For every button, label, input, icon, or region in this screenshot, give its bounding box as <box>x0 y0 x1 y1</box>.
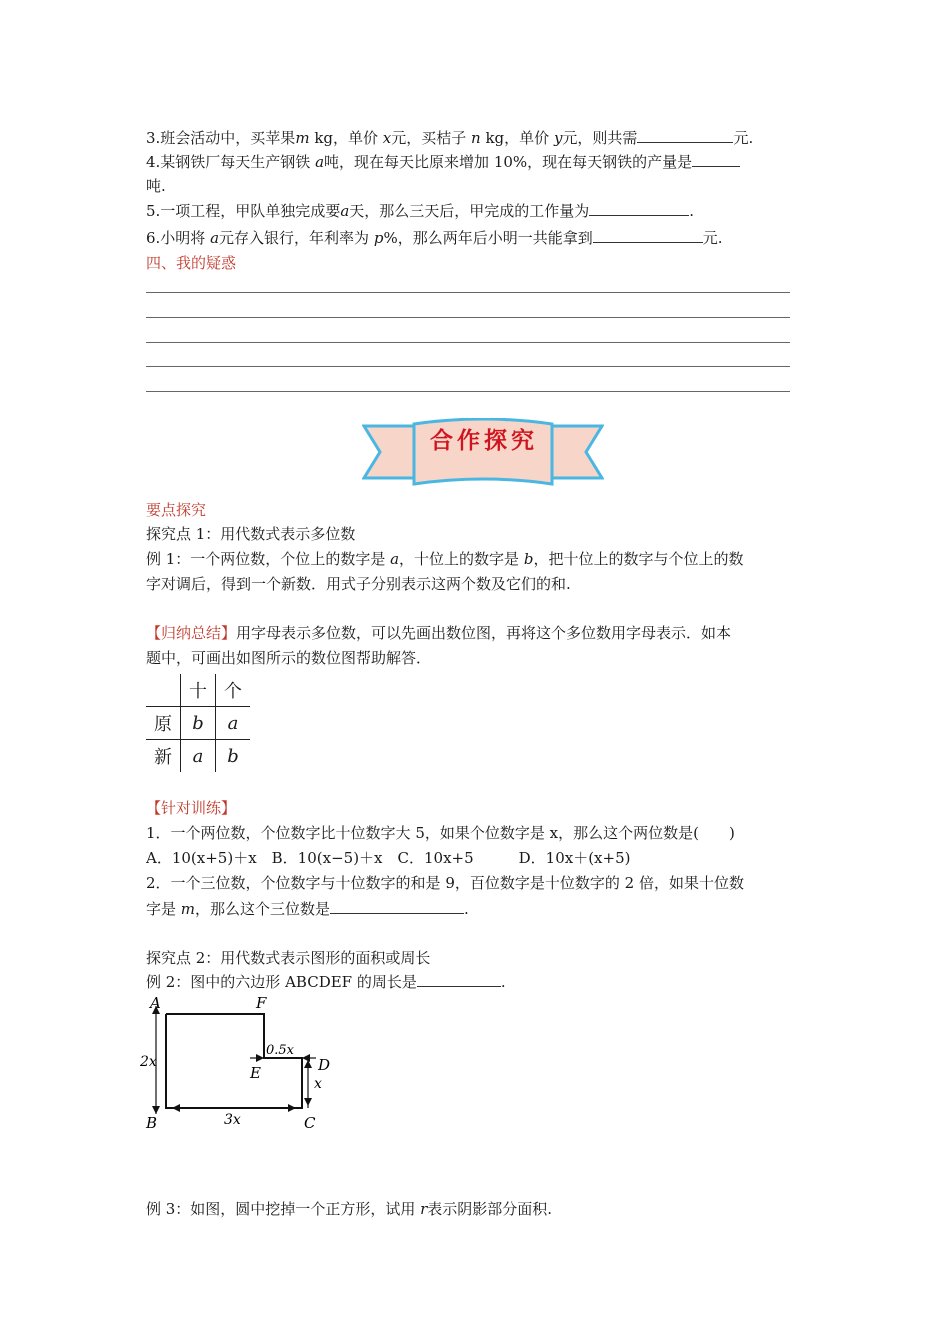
summary: 【归纳总结】用字母表示多位数，可以先画出数位图，再将这个多位数用字母表示．如本 <box>146 624 732 642</box>
writing-line[interactable] <box>146 292 790 293</box>
keypoints-heading: 要点探究 <box>146 501 207 519</box>
answer-blank[interactable] <box>637 128 733 143</box>
example-3: 例 3：如图，圆中挖掉一个正方形，试用 r表示阴影部分面积. <box>146 1200 553 1218</box>
question-4: 4.某钢铁厂每天生产钢铁 a吨，现在每天比原来增加 10%，现在每天钢铁的产量是 <box>146 152 740 172</box>
section-heading: 四、我的疑惑 <box>146 254 237 272</box>
label-x: x <box>314 1076 322 1092</box>
label-C: C <box>304 1114 316 1132</box>
question-5: 5.一项工程，甲队单独完成要a天，那么三天后，甲完成的工作量为 . <box>146 202 695 220</box>
point-2: 探究点 2：用代数式表示图形的面积或周长 <box>146 949 431 967</box>
training-2: 2．一个三位数，个位数字与十位数字的和是 9，百位数字是十位数字的 2 倍，如果十位数 <box>146 874 744 892</box>
banner-title: 合作探究 <box>430 428 538 454</box>
label-05x: 0.5x <box>266 1043 295 1058</box>
label-3x: 3x <box>224 1112 241 1128</box>
training-1-options: A．10(x+5)＋x B．10(x−5)＋x C．10x+5 D．10x＋(x+5) <box>146 849 631 867</box>
label-F: F <box>256 994 267 1012</box>
answer-blank[interactable] <box>593 228 703 243</box>
answer-blank[interactable] <box>692 152 740 167</box>
label-2x: 2x <box>140 1054 157 1070</box>
training-heading: 【针对训练】 <box>146 799 237 817</box>
label-D: D <box>318 1056 331 1074</box>
writing-line[interactable] <box>146 366 790 367</box>
digit-table: 十 个 原 b a 新 a b <box>146 674 250 772</box>
training-2-cont: 字是 m，那么这个三位数是 . <box>146 900 469 918</box>
label-A: A <box>150 994 161 1012</box>
label-B: B <box>146 1114 158 1132</box>
example-2: 例 2：图中的六边形 ABCDEF 的周长是 . <box>146 973 506 991</box>
question-4-cont: 吨. <box>146 177 166 195</box>
summary-cont: 题中，可画出如图所示的数位图帮助解答． <box>146 649 432 667</box>
question-3: 3.班会活动中，买苹果m kg，单价 x元，买桔子 n kg，单价 y元，则共需 元. <box>146 129 754 147</box>
label-E: E <box>250 1064 261 1082</box>
point-1: 探究点 1：用代数式表示多位数 <box>146 525 356 543</box>
answer-blank[interactable] <box>417 972 501 987</box>
question-6: 6.小明将 a元存入银行，年利率为 p%，那么两年后小明一共能拿到 元. <box>146 229 723 247</box>
answer-blank[interactable] <box>330 899 464 914</box>
writing-line[interactable] <box>146 342 790 343</box>
example-1-cont: 字对调后，得到一个新数．用式子分别表示这两个数及它们的和. <box>146 575 571 593</box>
answer-blank[interactable] <box>589 201 689 216</box>
training-1: 1．一个两位数，个位数字比十位数字大 5，如果个位数字是 x，那么这个两位数是( ) <box>146 824 735 842</box>
hexagon-figure <box>140 992 340 1132</box>
writing-line[interactable] <box>146 391 790 392</box>
writing-line[interactable] <box>146 317 790 318</box>
example-1: 例 1：一个两位数，个位上的数字是 a，十位上的数字是 b，把十位上的数字与个位上的数 <box>146 550 744 568</box>
